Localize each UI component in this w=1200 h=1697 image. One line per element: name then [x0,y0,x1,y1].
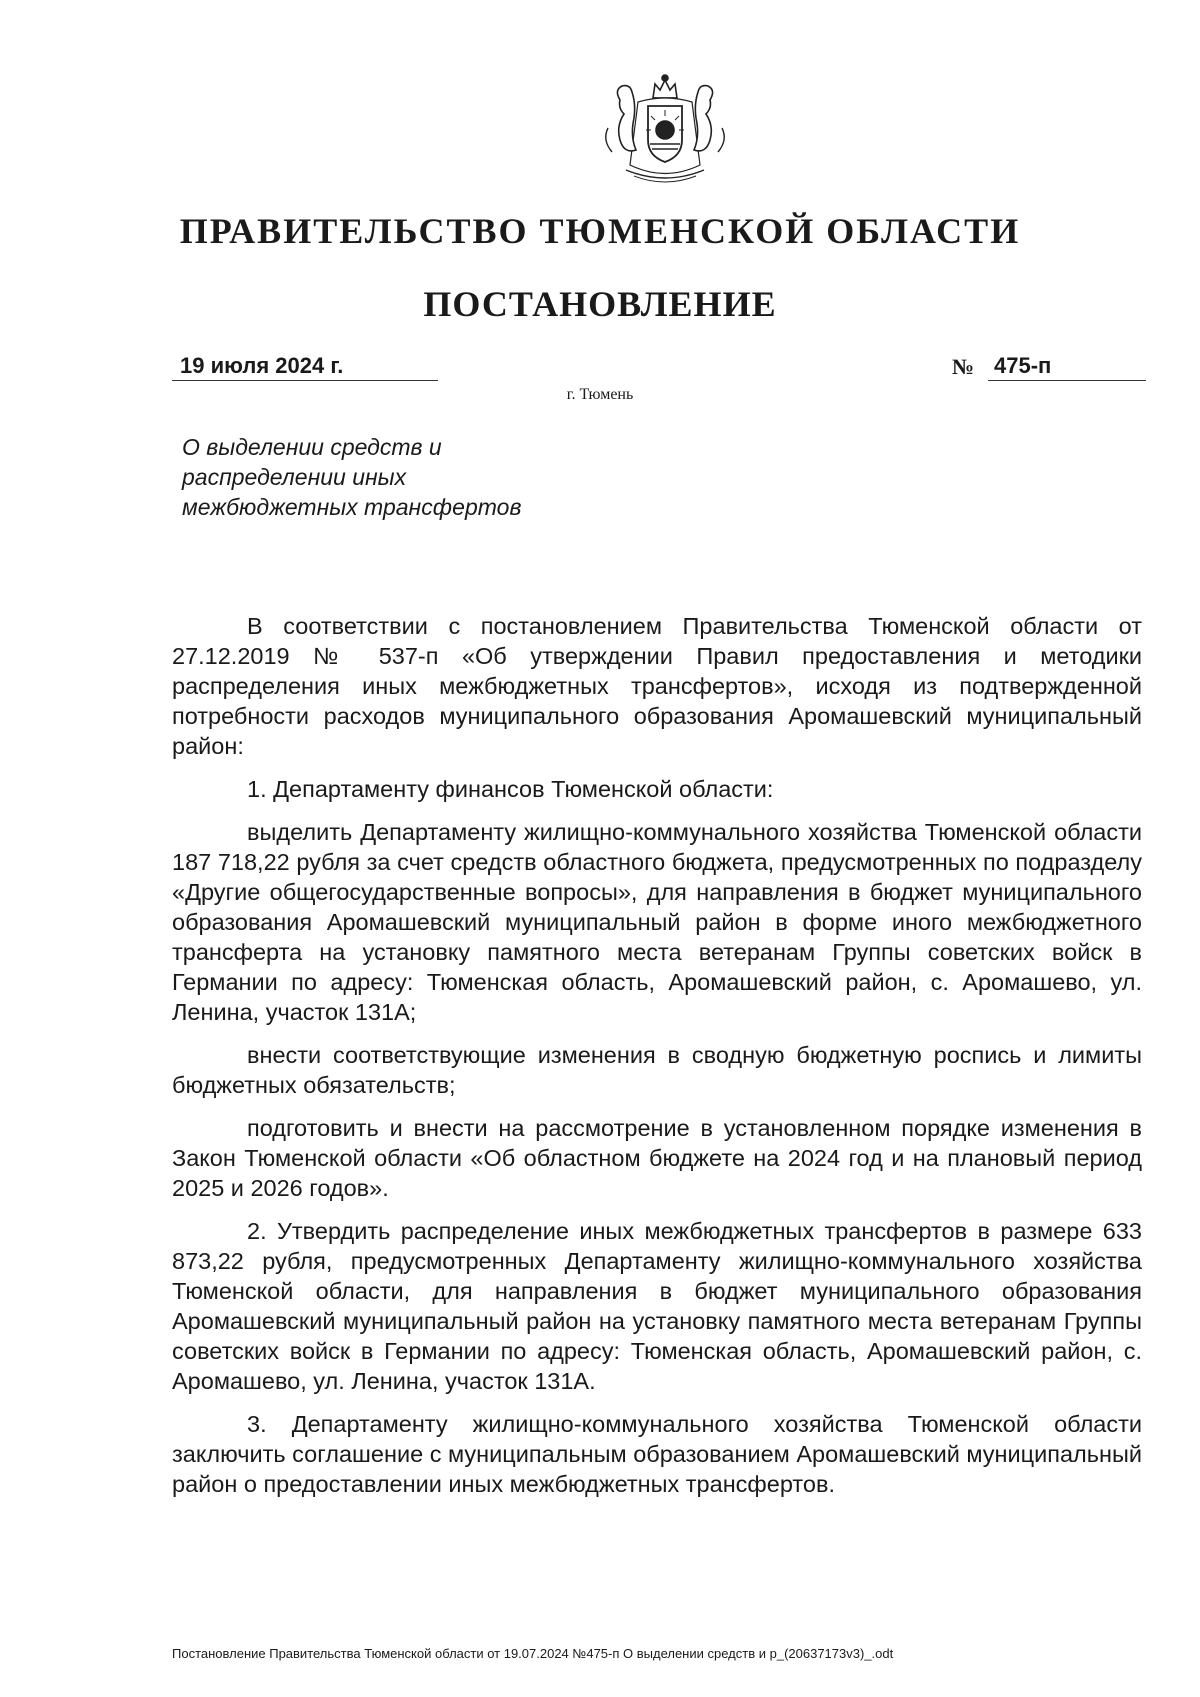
body-paragraph: выделить Департаменту жилищно-коммунального хозяйства Тюменской области 187 718,22 рубля за счет средств областного бюджета, предусмотренных по подразделу «Другие общегосударственные вопросы», для направления в бюджет муниципального образования Аромашевский муниципальный район в форме иного межбюджетного трансферта на установку памятного места ветеранам Группы советских войск в Германии по адресу: Тюменская область, Аромашевский район, с. Аромашево, ул. Ленина, участок 131А; [172,819,1142,1025]
body-paragraph: 3. Департаменту жилищно-коммунального хозяйства Тюменской области заключить соглашение с муниципальным образованием Аромашевский муниципальный район о предоставлении иных межбюджетных трансфертов. [172,1411,1142,1497]
footer-filename: Постановление Правительства Тюменской области от 19.07.2024 №475-п О выделении средств и р_(20637173v3)_.odt [172,1646,894,1661]
body-paragraph: внести соответствующие изменения в сводную бюджетную роспись и лимиты бюджетных обязательств; [172,1042,1142,1098]
document-subject [182,432,612,522]
body-paragraph: В соответствии с постановлением Правительства Тюменской области от 27.12.2019 № 537-п «Об утверждении Правил предоставления и методики распределения иных межбюджетных трансфертов», исходя из подтвержденной потребности расходов муниципального образования Аромашевский муниципальный район: [172,613,1142,759]
organization-title: ПРАВИТЕЛЬСТВО ТЮМЕНСКОЙ ОБЛАСТИ [179,211,1021,251]
coat-of-arms-icon [590,70,740,190]
document-body [172,611,1142,1512]
document-type: ПОСТАНОВЛЕНИЕ [423,284,777,324]
document-date: 19 июля 2024 г. [172,353,438,381]
number-sign: № [952,354,975,379]
document-number: 475-п [988,353,1146,381]
subject-line: межбюджетных трансфертов [182,494,522,520]
body-paragraph: 2. Утвердить распределение иных межбюджетных трансфертов в размере 633 873,22 рубля, предусмотренных Департаменту жилищно-коммунального хозяйства Тюменской области, для направления в бюджет муниципального образования Аромашевский муниципальный район на установку памятного места ветеранам Группы советских войск в Германии по адресу: Тюменская область, Аромашевский район, с. Аромашево, ул. Ленина, участок 131А. [172,1218,1142,1394]
city: г. Тюмень [566,386,634,403]
subject-line: О выделении средств и [182,434,442,460]
body-paragraph: 1. Департаменту финансов Тюменской области: [247,776,774,802]
body-paragraph: подготовить и внести на рассмотрение в установленном порядке изменения в Закон Тюменской области «Об областном бюджете на 2024 год и на плановый период 2025 и 2026 годов». [172,1115,1142,1201]
subject-line: распределении иных [182,464,407,490]
